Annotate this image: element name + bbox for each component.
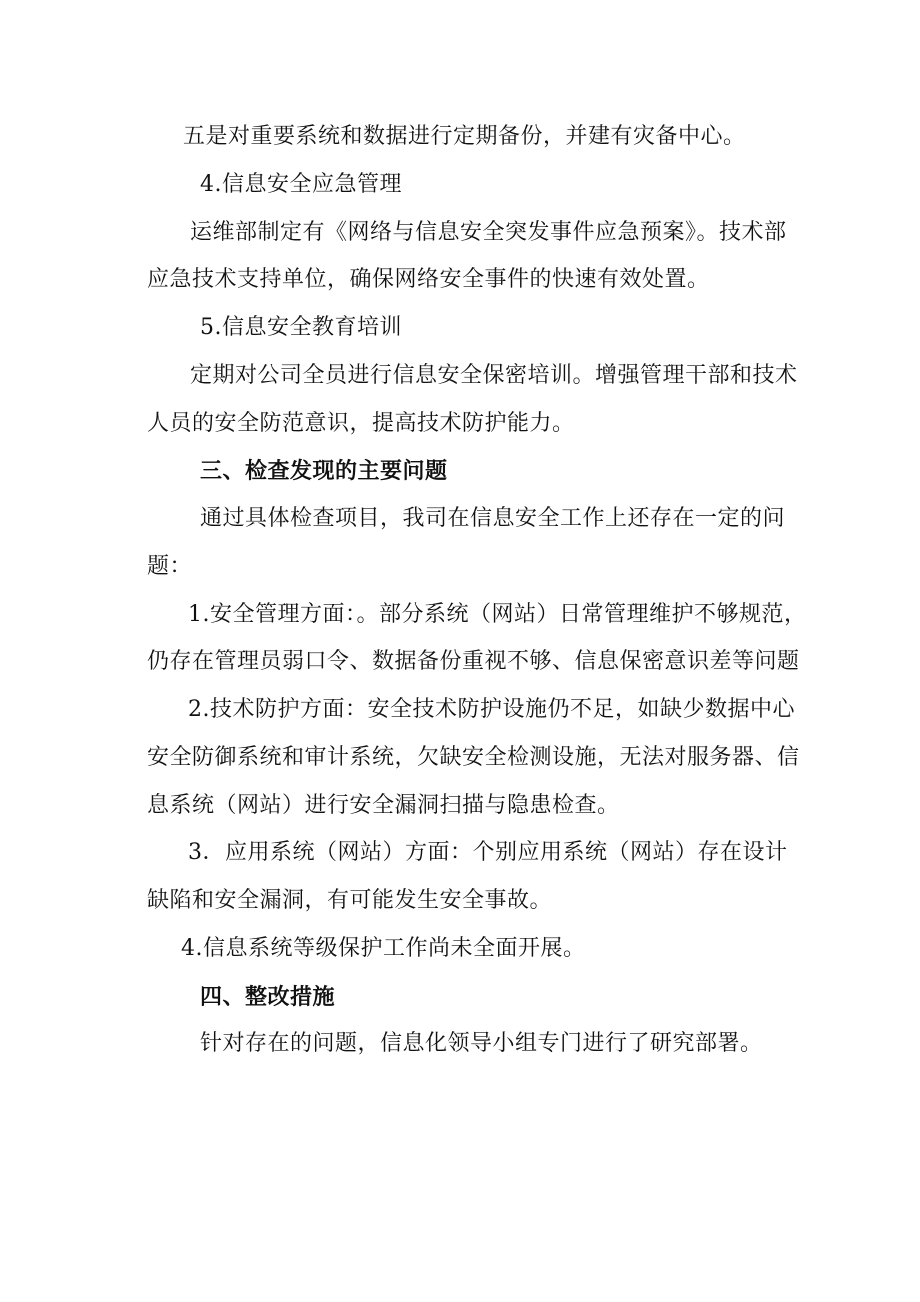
paragraph-line: 定期对公司全员进行信息安全保密培训。增强管理干部和技术 bbox=[190, 363, 798, 388]
section-subheading: 5.信息安全教育培训 bbox=[200, 315, 402, 340]
list-item-line: 息系统（网站）进行安全漏洞扫描与隐患检查。 bbox=[147, 793, 620, 818]
paragraph-line: 应急技术支持单位，确保网络安全事件的快速有效处置。 bbox=[147, 267, 710, 292]
paragraph-line: 运维部制定有《网络与信息安全突发事件应急预案》。技术部 bbox=[190, 220, 787, 245]
paragraph-line: 针对存在的问题，信息化领导小组专门进行了研究部署。 bbox=[200, 1031, 763, 1056]
list-item-line: 安全防御系统和审计系统，欠缺安全检测设施，无法对服务器、信 bbox=[147, 745, 800, 770]
section-subheading: 4.信息安全应急管理 bbox=[200, 172, 402, 197]
section-heading: 四、整改措施 bbox=[200, 984, 336, 1010]
paragraph-line: 人员的安全防范意识，提高技术防护能力。 bbox=[147, 411, 575, 436]
list-item-line: 2.技术防护方面：安全技术防护设施仍不足，如缺少数据中心 bbox=[188, 697, 795, 722]
paragraph-line: 题： bbox=[147, 554, 193, 579]
paragraph-line: 五是对重要系统和数据进行定期备份，并建有灾备中心。 bbox=[183, 124, 746, 149]
list-item-line: 4.信息系统等级保护工作尚未全面开展。 bbox=[181, 936, 586, 961]
list-item-line: 仍存在管理员弱口令、数据备份重视不够、信息保密意识差等问题 bbox=[147, 649, 800, 674]
section-heading: 三、检查发现的主要问题 bbox=[200, 458, 448, 484]
list-item-line: 1.安全管理方面：。部分系统（网站）日常管理维护不够规范， bbox=[188, 602, 807, 627]
list-item-line: 缺陷和安全漏洞，有可能发生安全事故。 bbox=[147, 888, 553, 913]
paragraph-line: 通过具体检查项目，我司在信息安全工作上还存在一定的问 bbox=[200, 506, 786, 531]
list-item-line: 3．应用系统（网站）方面：个别应用系统（网站）存在设计 bbox=[188, 840, 788, 865]
